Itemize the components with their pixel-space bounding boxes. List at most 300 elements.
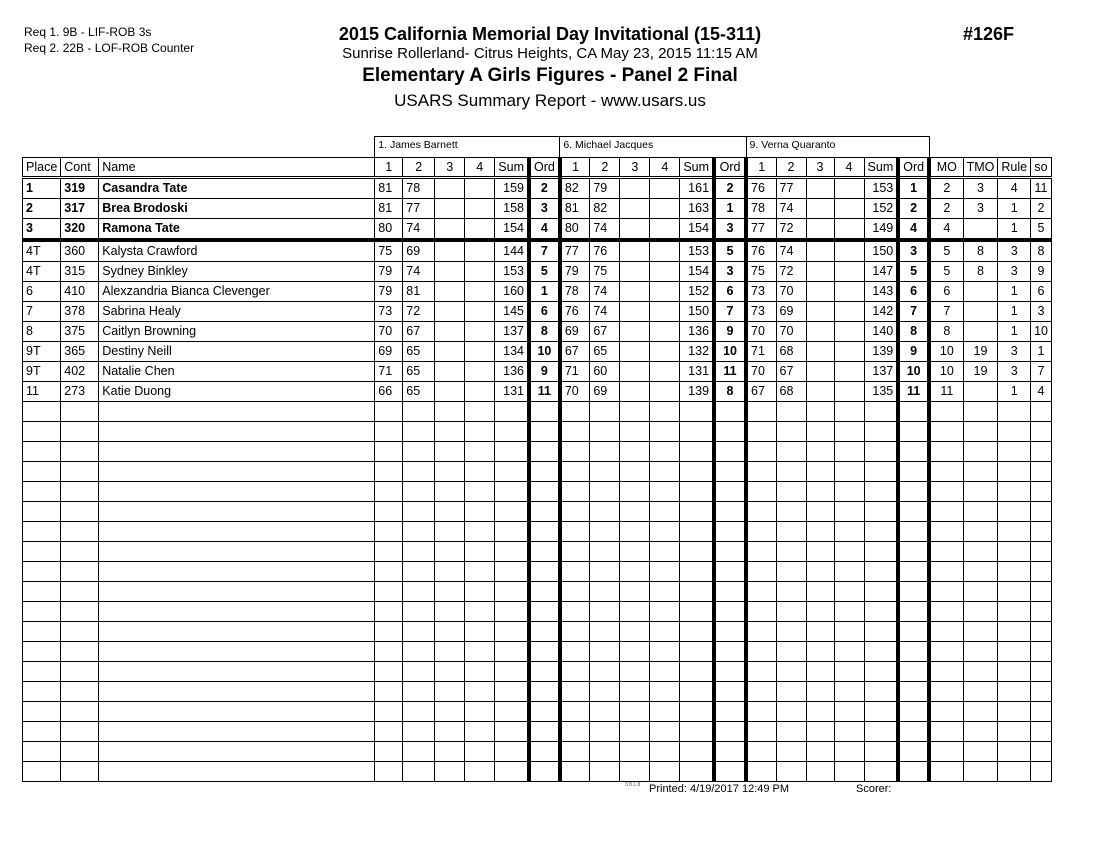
empty-cell — [714, 562, 746, 582]
empty-cell — [403, 462, 435, 482]
place-cell: 8 — [23, 322, 61, 342]
col-judge3-fig2: 2 — [776, 158, 806, 178]
empty-cell — [403, 422, 435, 442]
judge1-fig2-score: 67 — [403, 322, 435, 342]
empty-cell — [864, 582, 898, 602]
total-majority-ordinal — [963, 382, 998, 402]
empty-cell — [529, 742, 560, 762]
empty-cell — [61, 522, 99, 542]
empty-cell — [963, 762, 998, 782]
empty-cell — [864, 662, 898, 682]
table-row — [23, 262, 1052, 282]
empty-cell — [590, 402, 620, 422]
empty-cell — [963, 742, 998, 762]
empty-cell — [23, 622, 61, 642]
table-row — [23, 178, 1052, 199]
empty-cell — [680, 602, 714, 622]
empty-cell — [99, 422, 375, 442]
empty-cell — [23, 422, 61, 442]
table-row — [23, 342, 1052, 362]
judge1-ordinal: 7 — [529, 240, 560, 262]
empty-cell — [998, 662, 1031, 682]
empty-cell — [776, 762, 806, 782]
empty-cell — [495, 442, 529, 462]
majority-ordinal: 10 — [929, 342, 963, 362]
empty-cell — [963, 622, 998, 642]
judge2-fig2-score: 60 — [590, 362, 620, 382]
empty-cell — [375, 442, 403, 462]
empty-cell — [529, 522, 560, 542]
empty-cell — [864, 722, 898, 742]
skate-order: 7 — [1031, 362, 1052, 382]
empty-cell — [560, 402, 590, 422]
judge2-fig2-score: 69 — [590, 382, 620, 402]
empty-cell — [465, 702, 495, 722]
judge1-fig3-score — [435, 219, 465, 241]
place-cell: 9T — [23, 362, 61, 382]
empty-cell — [834, 482, 864, 502]
empty-cell — [714, 762, 746, 782]
empty-cell — [529, 482, 560, 502]
empty-cell — [435, 602, 465, 622]
empty-cell — [403, 742, 435, 762]
place-cell: 6 — [23, 282, 61, 302]
judge1-fig2-score: 74 — [403, 262, 435, 282]
empty-row — [23, 662, 1052, 682]
empty-cell — [864, 402, 898, 422]
empty-row — [23, 402, 1052, 422]
place-cell: 11 — [23, 382, 61, 402]
empty-cell — [590, 722, 620, 742]
empty-cell — [620, 642, 650, 662]
col-judge1-sum: Sum — [495, 158, 529, 178]
empty-cell — [929, 642, 963, 662]
empty-cell — [375, 462, 403, 482]
empty-row — [23, 502, 1052, 522]
empty-cell — [529, 702, 560, 722]
empty-cell — [375, 682, 403, 702]
empty-cell — [590, 562, 620, 582]
empty-cell — [834, 602, 864, 622]
empty-cell — [403, 722, 435, 742]
empty-cell — [99, 462, 375, 482]
judge3-fig2-score: 72 — [776, 262, 806, 282]
empty-cell — [963, 602, 998, 622]
empty-cell — [465, 422, 495, 442]
empty-cell — [495, 562, 529, 582]
empty-cell — [23, 402, 61, 422]
empty-cell — [1031, 662, 1052, 682]
empty-cell — [680, 682, 714, 702]
judge2-ordinal: 9 — [714, 322, 746, 342]
skate-order: 1 — [1031, 342, 1052, 362]
judge3-fig2-score: 68 — [776, 382, 806, 402]
judge3-fig3-score — [806, 262, 834, 282]
empty-cell — [529, 602, 560, 622]
empty-cell — [495, 642, 529, 662]
empty-cell — [834, 402, 864, 422]
place-cell: 1 — [23, 178, 61, 199]
judge2-ordinal: 5 — [714, 240, 746, 262]
empty-cell — [435, 622, 465, 642]
judge2-ordinal: 2 — [714, 178, 746, 199]
empty-cell — [560, 682, 590, 702]
empty-cell — [963, 682, 998, 702]
judge3-sum: 143 — [864, 282, 898, 302]
judge3-fig1-score: 77 — [746, 219, 776, 241]
empty-cell — [746, 522, 776, 542]
empty-cell — [529, 582, 560, 602]
empty-cell — [714, 682, 746, 702]
empty-cell — [375, 522, 403, 542]
empty-cell — [963, 402, 998, 422]
empty-cell — [590, 702, 620, 722]
judge-2-name: 6. Michael Jacques — [560, 137, 746, 158]
judge3-fig4-score — [834, 322, 864, 342]
judge-row-spacer-right — [929, 137, 1051, 158]
judge3-fig4-score — [834, 262, 864, 282]
empty-cell — [998, 682, 1031, 702]
empty-cell — [465, 502, 495, 522]
empty-cell — [23, 642, 61, 662]
judge1-ordinal: 2 — [529, 178, 560, 199]
empty-cell — [560, 542, 590, 562]
empty-cell — [929, 662, 963, 682]
empty-cell — [99, 562, 375, 582]
empty-cell — [806, 462, 834, 482]
empty-cell — [776, 562, 806, 582]
empty-cell — [998, 702, 1031, 722]
empty-cell — [61, 482, 99, 502]
judge3-fig2-score: 77 — [776, 178, 806, 199]
judge2-ordinal: 3 — [714, 262, 746, 282]
empty-cell — [99, 402, 375, 422]
empty-cell — [403, 702, 435, 722]
judge3-fig4-score — [834, 342, 864, 362]
empty-cell — [590, 462, 620, 482]
empty-cell — [529, 662, 560, 682]
empty-cell — [898, 442, 929, 462]
empty-cell — [99, 682, 375, 702]
empty-cell — [620, 722, 650, 742]
empty-cell — [620, 682, 650, 702]
empty-cell — [776, 462, 806, 482]
competition-title-text: 2015 California Memorial Day Invitational (15-311) — [338, 24, 762, 44]
empty-row — [23, 562, 1052, 582]
empty-cell — [529, 722, 560, 742]
judge3-fig1-score: 71 — [746, 342, 776, 362]
empty-cell — [650, 642, 680, 662]
empty-cell — [864, 622, 898, 642]
skate-order: 10 — [1031, 322, 1052, 342]
empty-cell — [998, 502, 1031, 522]
empty-cell — [746, 622, 776, 642]
empty-cell — [99, 722, 375, 742]
empty-cell — [776, 602, 806, 622]
empty-cell — [23, 442, 61, 462]
empty-cell — [495, 682, 529, 702]
empty-cell — [898, 502, 929, 522]
empty-cell — [435, 702, 465, 722]
judge1-fig4-score — [465, 178, 495, 199]
majority-ordinal: 5 — [929, 262, 963, 282]
judge1-sum: 159 — [495, 178, 529, 199]
empty-cell — [620, 702, 650, 722]
judge2-fig4-score — [650, 219, 680, 241]
judge2-fig4-score — [650, 322, 680, 342]
empty-cell — [23, 542, 61, 562]
judge3-fig2-score: 67 — [776, 362, 806, 382]
empty-cell — [680, 582, 714, 602]
empty-cell — [1031, 582, 1052, 602]
judge3-sum: 142 — [864, 302, 898, 322]
empty-row — [23, 762, 1052, 782]
rule-cell: 1 — [998, 282, 1031, 302]
judge2-fig1-score: 82 — [560, 178, 590, 199]
empty-cell — [680, 662, 714, 682]
empty-cell — [590, 742, 620, 762]
judge2-fig2-score: 74 — [590, 219, 620, 241]
judge2-ordinal: 11 — [714, 362, 746, 382]
empty-cell — [898, 662, 929, 682]
empty-cell — [776, 422, 806, 442]
judge2-sum: 132 — [680, 342, 714, 362]
judge3-ordinal: 3 — [898, 240, 929, 262]
empty-cell — [998, 402, 1031, 422]
judge3-fig3-score — [806, 240, 834, 262]
col-judge3-fig3: 3 — [806, 158, 834, 178]
empty-cell — [680, 462, 714, 482]
place-cell: 7 — [23, 302, 61, 322]
empty-cell — [529, 542, 560, 562]
empty-cell — [560, 762, 590, 782]
skater-name: Caitlyn Browning — [99, 322, 375, 342]
judge3-sum: 139 — [864, 342, 898, 362]
judge3-ordinal: 6 — [898, 282, 929, 302]
judge2-fig1-score: 69 — [560, 322, 590, 342]
judge3-ordinal: 10 — [898, 362, 929, 382]
judge2-fig3-score — [620, 199, 650, 219]
col-tmo: TMO — [963, 158, 998, 178]
judge2-fig1-score: 81 — [560, 199, 590, 219]
empty-cell — [806, 562, 834, 582]
judge1-fig4-score — [465, 342, 495, 362]
event-number: #126F — [963, 24, 1015, 44]
judge3-fig4-score — [834, 382, 864, 402]
judge1-fig4-score — [465, 262, 495, 282]
empty-cell — [998, 522, 1031, 542]
empty-row — [23, 622, 1052, 642]
judge1-sum: 153 — [495, 262, 529, 282]
empty-cell — [680, 522, 714, 542]
empty-cell — [23, 582, 61, 602]
empty-cell — [560, 582, 590, 602]
empty-cell — [776, 442, 806, 462]
empty-cell — [403, 562, 435, 582]
empty-cell — [465, 722, 495, 742]
empty-cell — [776, 662, 806, 682]
empty-cell — [714, 522, 746, 542]
empty-cell — [834, 622, 864, 642]
majority-ordinal: 5 — [929, 240, 963, 262]
judge3-fig1-score: 70 — [746, 322, 776, 342]
requirement-1: Req 1. 9B - LIF-ROB 3s — [24, 25, 152, 39]
total-majority-ordinal: 8 — [963, 262, 998, 282]
judge1-fig1-score: 73 — [375, 302, 403, 322]
judge2-fig4-score — [650, 342, 680, 362]
empty-cell — [680, 402, 714, 422]
empty-cell — [23, 562, 61, 582]
empty-row — [23, 542, 1052, 562]
judge1-fig3-score — [435, 302, 465, 322]
skate-order: 9 — [1031, 262, 1052, 282]
empty-cell — [375, 482, 403, 502]
empty-cell — [23, 722, 61, 742]
judge2-sum: 163 — [680, 199, 714, 219]
empty-cell — [929, 582, 963, 602]
empty-cell — [620, 542, 650, 562]
judge2-ordinal: 7 — [714, 302, 746, 322]
total-majority-ordinal: 3 — [963, 199, 998, 219]
contestant-number: 273 — [61, 382, 99, 402]
empty-cell — [375, 402, 403, 422]
empty-cell — [495, 722, 529, 742]
empty-cell — [620, 482, 650, 502]
col-rule: Rule — [998, 158, 1031, 178]
majority-ordinal: 10 — [929, 362, 963, 382]
empty-cell — [714, 462, 746, 482]
empty-cell — [465, 602, 495, 622]
empty-cell — [61, 462, 99, 482]
empty-cell — [590, 502, 620, 522]
contestant-number: 360 — [61, 240, 99, 262]
place-cell: 9T — [23, 342, 61, 362]
rule-cell: 1 — [998, 322, 1031, 342]
empty-cell — [23, 502, 61, 522]
empty-row — [23, 522, 1052, 542]
empty-cell — [898, 762, 929, 782]
empty-cell — [963, 582, 998, 602]
majority-ordinal: 8 — [929, 322, 963, 342]
judge3-fig4-score — [834, 282, 864, 302]
empty-cell — [864, 742, 898, 762]
empty-cell — [403, 762, 435, 782]
empty-cell — [898, 602, 929, 622]
empty-cell — [776, 622, 806, 642]
empty-cell — [620, 622, 650, 642]
empty-cell — [834, 662, 864, 682]
empty-cell — [746, 402, 776, 422]
empty-cell — [806, 422, 834, 442]
empty-cell — [1031, 522, 1052, 542]
empty-cell — [650, 442, 680, 462]
rule-cell: 1 — [998, 302, 1031, 322]
empty-cell — [806, 682, 834, 702]
empty-cell — [806, 622, 834, 642]
empty-cell — [714, 602, 746, 622]
empty-cell — [375, 582, 403, 602]
col-mo: MO — [929, 158, 963, 178]
judge2-fig3-score — [620, 240, 650, 262]
place-cell: 3 — [23, 219, 61, 241]
column-header-row — [23, 158, 1052, 178]
empty-cell — [61, 702, 99, 722]
empty-cell — [680, 642, 714, 662]
empty-cell — [898, 522, 929, 542]
empty-cell — [776, 522, 806, 542]
empty-cell — [560, 482, 590, 502]
empty-cell — [714, 542, 746, 562]
col-judge3-ord: Ord — [898, 158, 929, 178]
judge1-sum: 145 — [495, 302, 529, 322]
empty-cell — [375, 622, 403, 642]
empty-row — [23, 742, 1052, 762]
empty-cell — [61, 622, 99, 642]
judge3-sum: 150 — [864, 240, 898, 262]
empty-cell — [403, 402, 435, 422]
empty-cell — [99, 582, 375, 602]
empty-cell — [435, 682, 465, 702]
judge1-fig1-score: 79 — [375, 282, 403, 302]
judge3-sum: 135 — [864, 382, 898, 402]
empty-cell — [776, 682, 806, 702]
empty-cell — [998, 442, 1031, 462]
table-row — [23, 302, 1052, 322]
empty-cell — [929, 762, 963, 782]
empty-cell — [680, 502, 714, 522]
judge2-ordinal: 3 — [714, 219, 746, 241]
judge3-fig4-score — [834, 199, 864, 219]
judge3-ordinal: 11 — [898, 382, 929, 402]
empty-cell — [806, 762, 834, 782]
empty-cell — [560, 442, 590, 462]
empty-cell — [23, 762, 61, 782]
empty-cell — [435, 642, 465, 662]
judge2-fig4-score — [650, 199, 680, 219]
empty-cell — [61, 602, 99, 622]
empty-cell — [650, 762, 680, 782]
empty-cell — [650, 402, 680, 422]
empty-cell — [929, 682, 963, 702]
empty-cell — [714, 642, 746, 662]
judge2-fig1-score: 70 — [560, 382, 590, 402]
empty-cell — [834, 722, 864, 742]
empty-cell — [746, 702, 776, 722]
rule-cell: 4 — [998, 178, 1031, 199]
judge3-fig3-score — [806, 282, 834, 302]
table-row — [23, 240, 1052, 262]
empty-cell — [746, 742, 776, 762]
empty-cell — [1031, 722, 1052, 742]
judge3-sum: 137 — [864, 362, 898, 382]
empty-cell — [806, 582, 834, 602]
skate-order: 5 — [1031, 219, 1052, 241]
col-judge1-fig2: 2 — [403, 158, 435, 178]
judge2-fig1-score: 71 — [560, 362, 590, 382]
table-row — [23, 219, 1052, 241]
empty-cell — [776, 642, 806, 662]
judge2-sum: 154 — [680, 262, 714, 282]
empty-cell — [375, 422, 403, 442]
empty-cell — [650, 422, 680, 442]
empty-cell — [864, 522, 898, 542]
empty-cell — [746, 722, 776, 742]
empty-cell — [998, 462, 1031, 482]
table-row — [23, 322, 1052, 342]
empty-cell — [403, 582, 435, 602]
empty-row — [23, 602, 1052, 622]
empty-cell — [375, 502, 403, 522]
